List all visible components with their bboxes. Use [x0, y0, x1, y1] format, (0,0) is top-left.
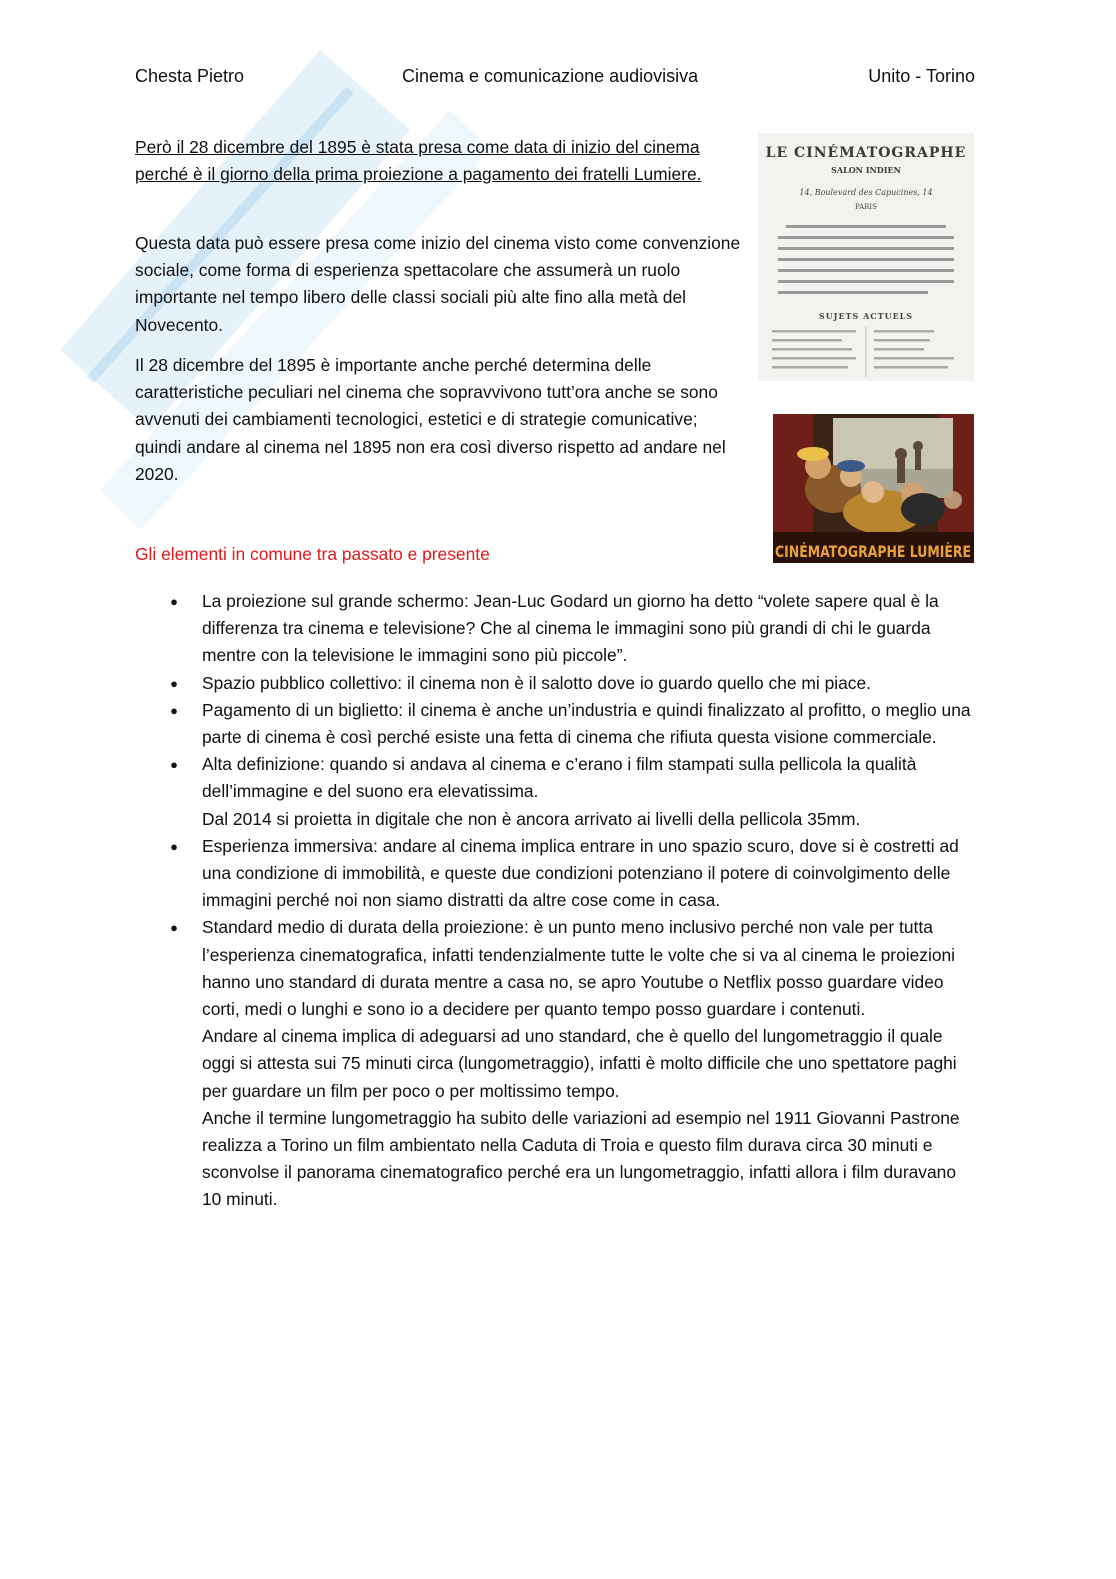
intro-paragraph-underlined: Però il 28 dicembre del 1895 è stata presa come data di inizio del cinema perché è il giorno della prima proiezione a pagamento dei fratelli Lumiere. [135, 137, 702, 185]
bullet-icon: ● [170, 702, 178, 718]
list-item-text: Standard medio di durata della proiezione: è un punto meno inclusivo perché non vale per tutta l’esperienza cinematografica, infatti tendenzialmente tutte le volte che si va al cinema le proiezioni hanno uno standard di durata mentre a casa no, se apro Youtube o Netflix posso guardare video corti, medi o lunghi e sono io a decidere per quanto tempo posso guardare i contenuti. Andare al cinema implica di adeguarsi ad uno standard, che è quello del lungometraggio il quale oggi si attesta sui 75 minuti circa (lungometraggio), infatti è molto difficile che uno spettatore paghi per guardare un film per poco o per moltissimo tempo. Anche il termine lungometraggio ha subito delle variazioni ad esempio nel 1911 Giovanni Pastrone realizza a Torino un film ambientato nella Caduta di Troia e questo film durava circa 30 minuti e sconvolse il panorama cinematografico perché era un lungometraggio, infatti allora i film duravano 10 minuti. [202, 917, 960, 1210]
page-header [135, 66, 975, 92]
list-item [135, 914, 980, 1213]
header-university: Unito - Torino [868, 66, 975, 86]
section-title: Gli elementi in comune tra passato e presente [135, 544, 490, 564]
list-item-text: Esperienza immersiva: andare al cinema implica entrare in uno spazio scuro, dove si è costretti ad una condizione di immobilità, e queste due condizioni potenziano il potere di coinvolgimento delle immagini perché noi non siamo distratti da altre cose come in casa. [202, 835, 959, 911]
list-item-text: La proiezione sul grande schermo: Jean-Luc Godard un giorno ha detto “volete sapere qual è la differenza tra cinema e televisione? Che al cinema le immagini sono più grandi di chi le guarda mentre con la televisione le immagini sono più piccole”. [202, 591, 939, 666]
program-address: 14, Boulevard des Capucines, 14 [799, 188, 933, 197]
program-subtitle: SALON INDIEN [831, 165, 901, 175]
poster-caption: CINÉMATOGRAPHE LUMIÈRE [775, 542, 971, 561]
program-title: LE CINÉMATOGRAPHE [765, 145, 967, 161]
header-course: Cinema e comunicazione audiovisiva [402, 66, 699, 86]
body-paragraph-3: Il 28 dicembre del 1895 è importante anche perché determina delle caratteristiche peculiari nel cinema che sopravvivono tutt’ora anche se sono avvenuti dei cambiamenti tecnologici, estetici e di strategie comunicative; quindi andare al cinema nel 1895 non era così diverso rispetto ad andare nel 2020. [135, 355, 726, 484]
bullet-icon: ● [170, 594, 178, 609]
list-item [135, 751, 980, 833]
list-item-text: Alta definizione: quando si andava al cinema e c’erano i film stampati sulla pellicola la qualità dell’immagine e del suono era elevatissima. Dal 2014 si proietta in digitale che non è ancora arrivato ai livelli della pellicola 35mm. [202, 754, 917, 829]
list-item-text: Pagamento di un biglietto: il cinema è anche un’industria e quindi finalizzato al profitto, o meglio una parte di cinema è così perché esiste una fetta di cinema che rifiuta questa visione commerciale. [202, 699, 971, 748]
program-city: PARIS [855, 203, 877, 211]
cinematographe-program-image [758, 133, 974, 381]
bullet-icon: ● [170, 675, 178, 691]
bullet-icon: ● [170, 920, 178, 936]
list-item [135, 670, 980, 697]
lumiere-poster-image [773, 414, 974, 563]
list-item [135, 833, 980, 915]
body-paragraph-2: Questa data può essere presa come inizio del cinema visto come convenzione sociale, come forma di esperienza spettacolare che assumerà un ruolo importante nel tempo libero delle classi sociali più alte fino alla metà del Novecento. [135, 233, 741, 335]
list-item [135, 588, 980, 670]
list-item-text: Spazio pubblico collettivo: il cinema non è il salotto dove io guardo quello che mi piace. [202, 672, 871, 693]
bullet-icon: ● [170, 757, 178, 773]
list-item [135, 697, 980, 751]
program-section: SUJETS ACTUELS [818, 311, 914, 321]
common-elements-list [135, 588, 980, 1214]
header-author: Chesta Pietro [135, 66, 245, 86]
bullet-icon: ● [170, 838, 178, 854]
